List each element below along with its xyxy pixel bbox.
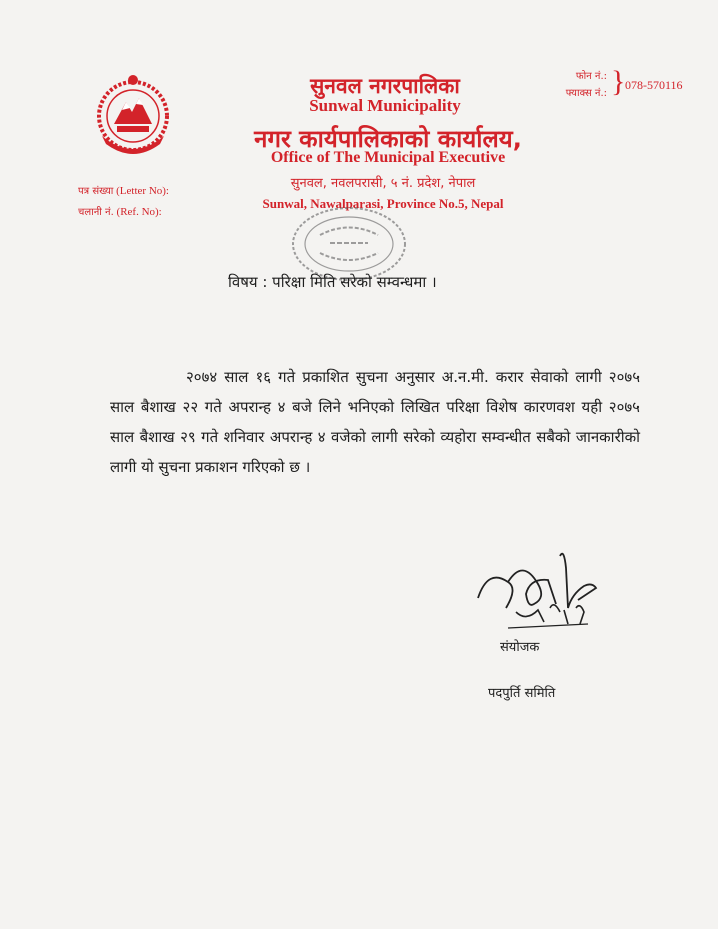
- ref-number-label-en: (Ref. No):: [116, 206, 162, 218]
- subject-line: विषय : परिक्षा मिति सरेको सम्वन्धमा ।: [228, 273, 437, 291]
- letter-number-field: [78, 183, 169, 197]
- fax-label: फ्याक्स नं.:: [565, 88, 607, 99]
- office-name-en: Office of The Municipal Executive: [270, 149, 506, 166]
- notice-body: २०७४ साल १६ गते प्रकाशित सुचना अनुसार अ.न.मी. करार सेवाको लागी २०७५ साल बैशाख २२ गते अपरान्ह ४ बजे लिने भनिएको लिखित परिक्षा विशेष कारणवश यही २०७५ साल बैशाख २९ गते शनिवार अपरान्ह ४ वजेको लागी सरेको व्यहोरा सम्वन्धीत सबैको जानकारीको लागी यो सुचना प्रकाशन गरिएको छ ।: [110, 368, 640, 476]
- brace-icon: }: [611, 65, 626, 98]
- letter-number-label-np: पत्र संख्या: [78, 186, 114, 197]
- phone-number: 078-570116: [625, 78, 683, 92]
- address-np: सुनवल, नवलपरासी, ५ नं. प्रदेश, नेपाल: [290, 176, 476, 191]
- ref-number-field: [78, 204, 162, 218]
- municipality-name-np: सुनवल नगरपालिका: [310, 74, 460, 98]
- committee-name: पदपुर्ति समिति: [488, 686, 556, 701]
- municipality-name-en: Sunwal Municipality: [309, 96, 461, 115]
- ref-number-label-np: चलानी नं.: [78, 207, 114, 218]
- contact-block: [545, 65, 705, 104]
- handwritten-signature: [468, 538, 618, 644]
- letter-number-label-en: (Letter No):: [116, 185, 169, 197]
- address-en: Sunwal, Nawalparasi, Province No.5, Nepal: [262, 196, 504, 211]
- nepal-emblem-logo: [92, 72, 174, 164]
- phone-label: फोन नं.:: [575, 71, 607, 82]
- signatory-title: संयोजक: [500, 640, 540, 655]
- office-name-np: नगर कार्यपालिकाको कार्यालय,: [254, 125, 522, 153]
